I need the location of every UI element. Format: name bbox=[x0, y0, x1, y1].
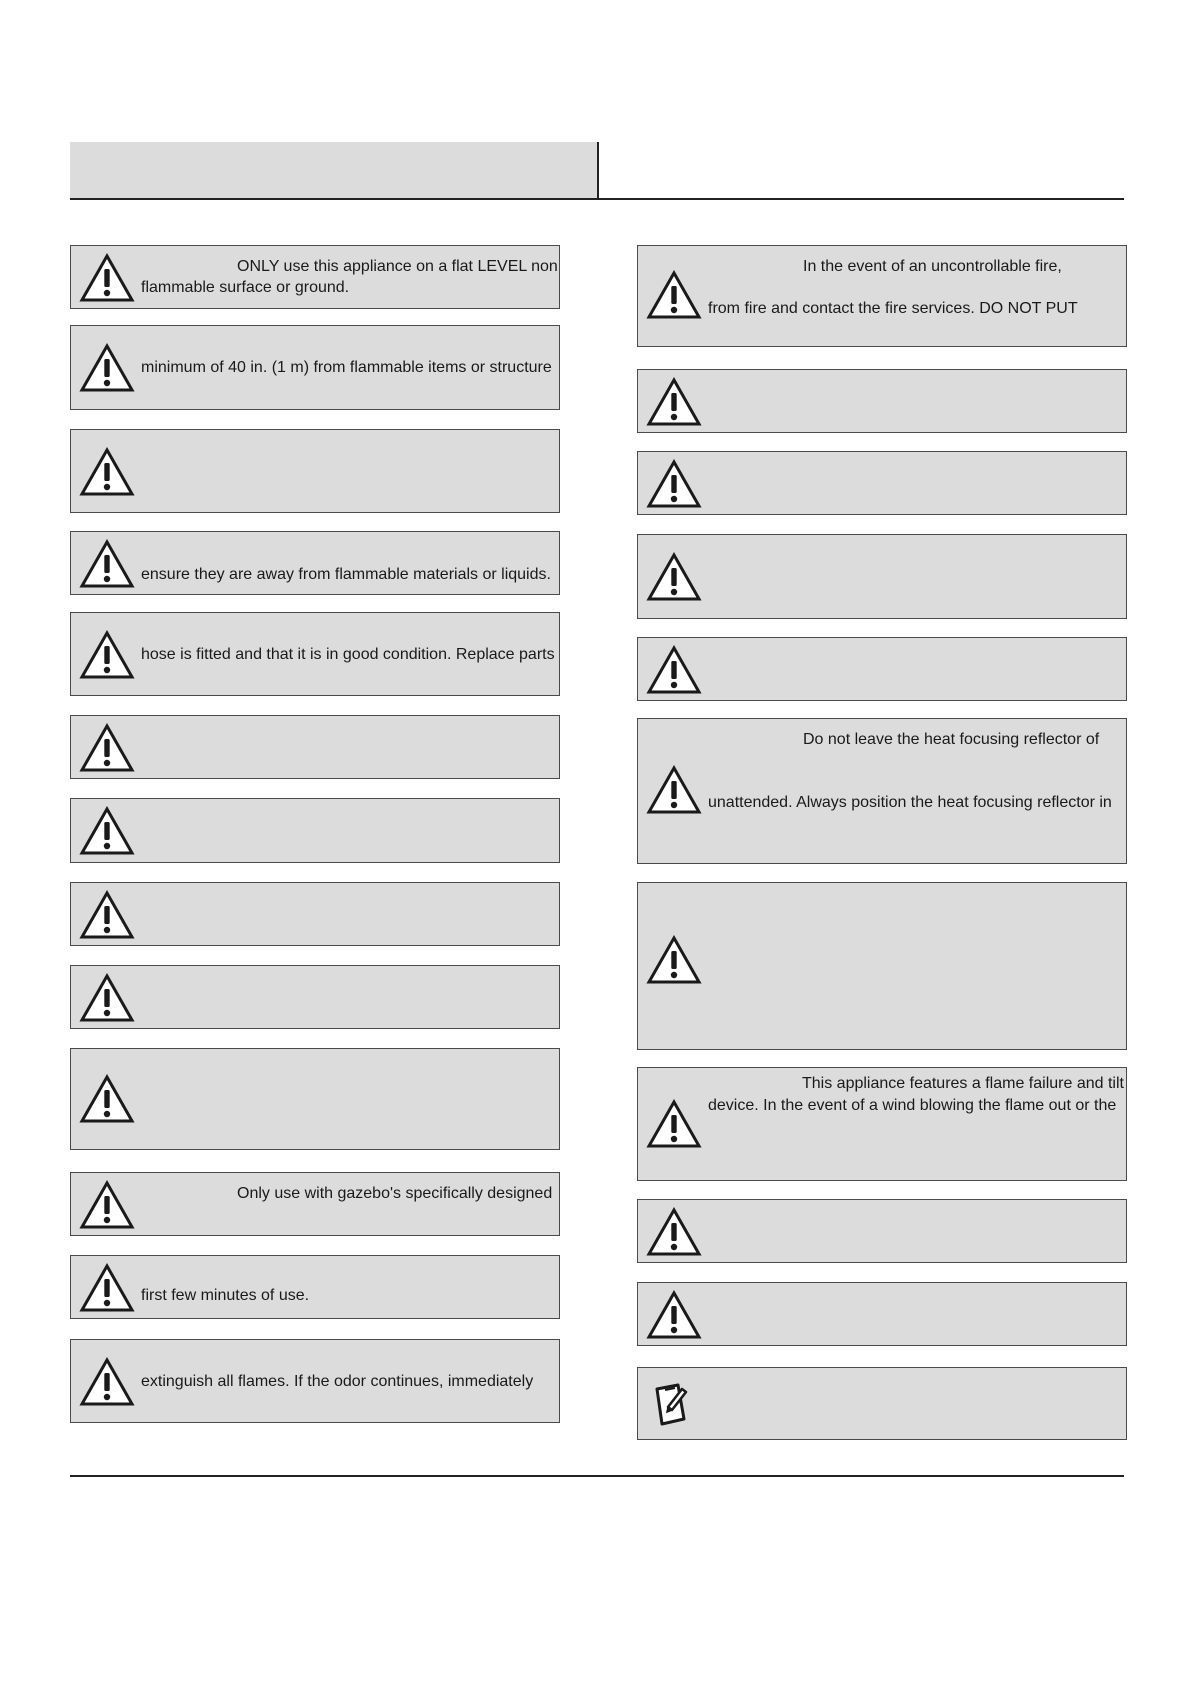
warning-triangle-icon bbox=[646, 1207, 702, 1257]
warning-text: flammable surface or ground. bbox=[141, 279, 350, 296]
warning-triangle-icon bbox=[79, 1357, 135, 1407]
warning-box-right-5 bbox=[637, 637, 1127, 701]
warning-text: ensure they are away from flammable materials or liquids. bbox=[141, 566, 551, 583]
warning-triangle-icon bbox=[79, 723, 135, 773]
warning-box-left-5 bbox=[70, 612, 560, 696]
warning-triangle-icon bbox=[646, 1290, 702, 1340]
warning-text: extinguish all flames. If the odor continues, immediately bbox=[141, 1373, 534, 1390]
warning-box-left-6 bbox=[70, 715, 560, 779]
warning-box-left-11 bbox=[70, 1172, 560, 1236]
warning-triangle-icon bbox=[79, 447, 135, 497]
warning-text: unattended. Always position the heat focusing reflector in bbox=[708, 794, 1112, 811]
warning-box-right-4 bbox=[637, 534, 1127, 619]
warning-box-right-7 bbox=[637, 882, 1127, 1050]
warning-triangle-icon bbox=[79, 806, 135, 856]
warning-triangle-icon bbox=[646, 377, 702, 427]
note-pad-icon bbox=[648, 1379, 704, 1429]
warning-box-left-4 bbox=[70, 531, 560, 595]
note-box-right bbox=[637, 1367, 1127, 1440]
section-header-band bbox=[70, 142, 598, 198]
warning-triangle-icon bbox=[646, 935, 702, 985]
warning-triangle-icon bbox=[79, 1180, 135, 1230]
warning-box-right-3 bbox=[637, 451, 1127, 515]
warning-text: minimum of 40 in. (1 m) from flammable items or structure bbox=[141, 359, 552, 376]
warning-text: hose is fitted and that it is in good condition. Replace parts bbox=[141, 646, 555, 663]
warning-text: This appliance features a flame failure and tilt bbox=[802, 1075, 1124, 1092]
warning-box-left-8 bbox=[70, 882, 560, 946]
warning-triangle-icon bbox=[646, 645, 702, 695]
warning-box-right-8 bbox=[637, 1067, 1127, 1181]
warning-text: from fire and contact the fire services. DO NOT PUT bbox=[708, 300, 1078, 317]
warning-box-left-1 bbox=[70, 245, 560, 309]
warning-box-right-10 bbox=[637, 1282, 1127, 1346]
warning-triangle-icon bbox=[79, 1074, 135, 1124]
warning-text: Only use with gazebo's specifically designed bbox=[237, 1185, 553, 1202]
warning-triangle-icon bbox=[79, 539, 135, 589]
warning-box-right-1 bbox=[637, 245, 1127, 347]
warning-triangle-icon bbox=[79, 1263, 135, 1313]
warning-triangle-icon bbox=[646, 459, 702, 509]
warning-box-left-3 bbox=[70, 429, 560, 513]
warning-triangle-icon bbox=[646, 1099, 702, 1149]
warning-text: first few minutes of use. bbox=[141, 1287, 310, 1304]
warning-box-right-9 bbox=[637, 1199, 1127, 1263]
warning-triangle-icon bbox=[646, 552, 702, 602]
warning-box-left-10 bbox=[70, 1048, 560, 1150]
warning-box-right-2 bbox=[637, 369, 1127, 433]
warning-triangle-icon bbox=[646, 765, 702, 815]
warning-box-left-2 bbox=[70, 325, 560, 410]
warning-text: In the event of an uncontrollable fire, bbox=[803, 258, 1062, 275]
footer-rule bbox=[70, 1475, 1124, 1477]
header-divider bbox=[597, 142, 599, 199]
warning-box-left-12 bbox=[70, 1255, 560, 1319]
warning-box-right-6 bbox=[637, 718, 1127, 864]
warning-triangle-icon bbox=[79, 253, 135, 303]
warning-triangle-icon bbox=[79, 343, 135, 393]
warning-triangle-icon bbox=[79, 890, 135, 940]
header-rule bbox=[70, 198, 1124, 200]
warning-box-left-9 bbox=[70, 965, 560, 1029]
warning-text: ONLY use this appliance on a flat LEVEL non bbox=[237, 258, 558, 275]
warning-box-left-13 bbox=[70, 1339, 560, 1423]
warning-box-left-7 bbox=[70, 798, 560, 863]
warning-text: Do not leave the heat focusing reflector of bbox=[803, 731, 1100, 748]
warning-triangle-icon bbox=[646, 270, 702, 320]
warning-text: device. In the event of a wind blowing the flame out or the bbox=[708, 1097, 1117, 1114]
warning-triangle-icon bbox=[79, 973, 135, 1023]
warning-triangle-icon bbox=[79, 630, 135, 680]
